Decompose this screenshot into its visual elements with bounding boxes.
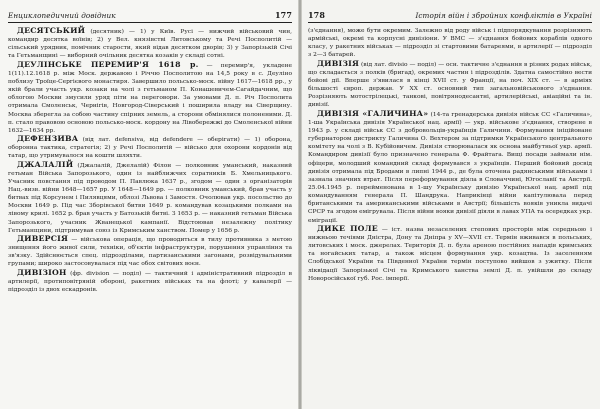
left-running-title: Енциклопедичний довідник: [8, 11, 116, 20]
entry-deulino-truce: [8, 61, 292, 135]
entry-headword: ДИВІЗІЯ: [317, 58, 360, 68]
entry-text: — іст. назва незаселених степових просторів між середньою і нижньою течіями Дністра, Дону та Дніпра у XV—XVII ст. Термін вживався в польських, литовських і моск. джерелах. Територія Д. п. була ареною постійних нападів кримських та ногайських татар, а також місцем формування укр. козацтва. Із заселенням Слобідської України та Південної України термін поступово вийшов з ужитку. Після ліквідації Запорізької Січі та Кримського ханства землі Д. п. увійшли до складу Новоросійської губ. Рос. імперії.: [308, 226, 592, 282]
left-header-rule: [8, 22, 292, 23]
entry-headword: ДИВЕРСІЯ: [17, 233, 69, 243]
right-header-rule: [308, 22, 592, 23]
entry-dyke-pole: [308, 225, 592, 283]
book-gutter: [298, 0, 302, 409]
left-running-head: [8, 6, 292, 20]
entry-headword: ДИВІЗІОН: [17, 267, 67, 277]
entry-headword: ДИВІЗІЯ «ГАЛИЧИНА»: [317, 108, 429, 118]
left-page-number: 177: [275, 10, 292, 20]
right-page-body: [308, 27, 592, 283]
entry-text: (від лат. divisio — поділ) — осн. тактичне з'єднання в різних родах військ, що складається з полків (бригад), окремих частин і підрозділів. Здатна самостійно вести бойові дії. Вперше з'явилася в кінці XVII ст. у Франції, на поч. XIX ст. — в арміях більшості європ. держав. У XX ст. основний тип загальновійськового з'єднання. Розрізняють мотострілецькі, танкові, повітрянодесантні, артилерійські, авіаційні та ін. дивізії.: [308, 61, 592, 109]
entry-dyvizion: [8, 269, 292, 294]
entry-text: (десятник) — 1) у Київ. Русі — нижчий військовий чин, командир десятка воїнів; 2) у Вел. князівстві Литовському та Речі Посполитій — сільський урядник, помічник старости, який відав десятком дворів; 3) у Запорізькій Січі та Гетьманщині — виборний очільник десятка козаків у складі сотні.: [8, 29, 292, 60]
entry-defenzyva: [8, 135, 292, 160]
entry-headword: ДЖАЛАЛІЙ: [17, 159, 74, 169]
entry-headword: ДЕСЯТСЬКИЙ: [17, 26, 86, 35]
right-page-number: 178: [308, 10, 325, 20]
left-page-body: [8, 27, 292, 294]
entry-dyviziia: [308, 60, 592, 110]
entry-headword: ДЕУЛІНСЬКЕ ПЕРЕМИР'Я 1618 р.: [17, 59, 199, 69]
entry-text: (14-та гренадерська дивізія військ СС «Галичина», 1-ша Українська дивізія Української нац. армії) — укр. військове з'єднання, створене в 1943 р. у складі військ СС з добровольців-українців Галичини. Формування ініційоване губернатором дистрикту Галичина О. Вехтером за підтримки Українського центрального комітету на чолі з В. Кубійовичем. Дивізія створювалася як основа майбутньої укр. армії. Командиром дивізії було призначено генерала Ф. Фрайтага. Вищі посади займали нім. офіцери, молодший командний склад формувався з українців. Перший бойовий досвід дивізія отримала під Бродами в липні 1944 р., де була оточена радянськими військами і зазнала значних втрат. Після переформування діяла в Словаччині, Югославії та Австрії. 25.04.1945 р. перейменована в 1-шу Українську дивізію Української нац. армії під командуванням генерала П. Шандрука. Наприкінці війни капітулювала перед британськими та американськими військами в Австрії; більшість вояків уникла видачі СРСР та згодом емігрувала. Після війни вояки дивізії діяли в лавах УПА та осередках укр. еміграції.: [308, 111, 592, 224]
entry-text: (від лат. defensivа, від defendere — оберігати) — 1) оборона, оборонна тактика, стратегія; 2) у Речі Посполитій — військо для охорони кордонів від татар, що утримувалося на кошти шляхти.: [8, 137, 292, 160]
right-running-head: [308, 6, 592, 20]
entry-headword: ДИКЕ ПОЛЕ: [317, 223, 378, 233]
entry-text: (фр. division — поділ) — тактичний і адміністративний підрозділ в артилерії, протиповітряній обороні, ракетних військах та на флоті; у кавалерії — підрозділ із двох ескадронів.: [8, 270, 292, 293]
right-page: [300, 0, 600, 409]
entry-text: (з'єднання), може бути окремим. Залежно від роду військ і підпорядкування розрізняють армійські, окремі та корпусні дивізіони. У ВМС — з'єднання бойових кораблів одного класу, у ракетних військах — підрозділ зі стартовими батареями, в артилерії — підрозділ з 2—3 батарей.: [308, 28, 592, 59]
entry-dyversiia: [8, 235, 292, 269]
entry-text: — перемир'я, укладене 1(11).12.1618 р. між Моск. державою і Річчю Посполитою на 14,5 року в с. Деуліно поблизу Троїце-Сергієвого монастиря. Завершило польсько-моск. війну 1617—1618 рр., у якій брали участь укр. козаки на чолі з гетьманом П. Конашевичем-Сагайдачним, що облогою Москви змусили уряд піти на переговори. За умовами Д. п. Річ Посполита отримала Смоленськ, Чернігів, Новгород-Сіверський і поширила владу на Сіверщину. Москва зберегла за собою частину спірних земель, а сторони обмінялися полоненими. Д. п. стало правовою основою польсько-моск. кордону на Лівобережжі до Смоленської війни 1632—1634 рр.: [8, 62, 292, 134]
right-running-title: Історія війн і збройних конфліктів в Україні: [415, 11, 592, 20]
entry-headword: ДЕФЕНЗИВА: [17, 134, 79, 144]
entry-dzhalalii: [8, 161, 292, 235]
entry-text: (Джалалій, Джелалій) Філон — полковник уманський, наказний гетьман Війська Запорозького, один із найближчих соратників Б. Хмельницького. Учасник повстання під проводом П. Павлюка 1637 р., згодом — один з організаторів Нац.-визв. війни 1648—1657 рр. У 1648—1649 рр. — полковник уманський, брав участь у битвах під Корсунем і Пилявцями, облозі Львова і Замостя. Очолював укр. посольство до Москви 1649 р. Під час Зборівської битви 1649 р. командував козацькими полками на лівому крилі. 1652 р. брав участь у Батозькій битві. З 1653 р. — наказний гетьман Війська Запорозького, учасник Жванецької кампанії. Відстоював незалежну політику Гетьманщини, підтримував союз із Кримським ханством. Помер у 1656 р.: [8, 162, 292, 234]
entry-continuation: [308, 27, 592, 60]
entry-dyviziia-halychyna: [308, 110, 592, 225]
entry-text: — військова операція, що проводиться в тилу противника з метою знищення його живої сили, техніки, об'єктів інфраструктури, порушення управління та зв'язку. Здійснюється спец. підрозділами, партизанськими загонами, розвідувальними групами; широко застосовувалася під час обох світових воєн.: [8, 236, 292, 268]
entry-desiatskyi: [8, 27, 292, 61]
